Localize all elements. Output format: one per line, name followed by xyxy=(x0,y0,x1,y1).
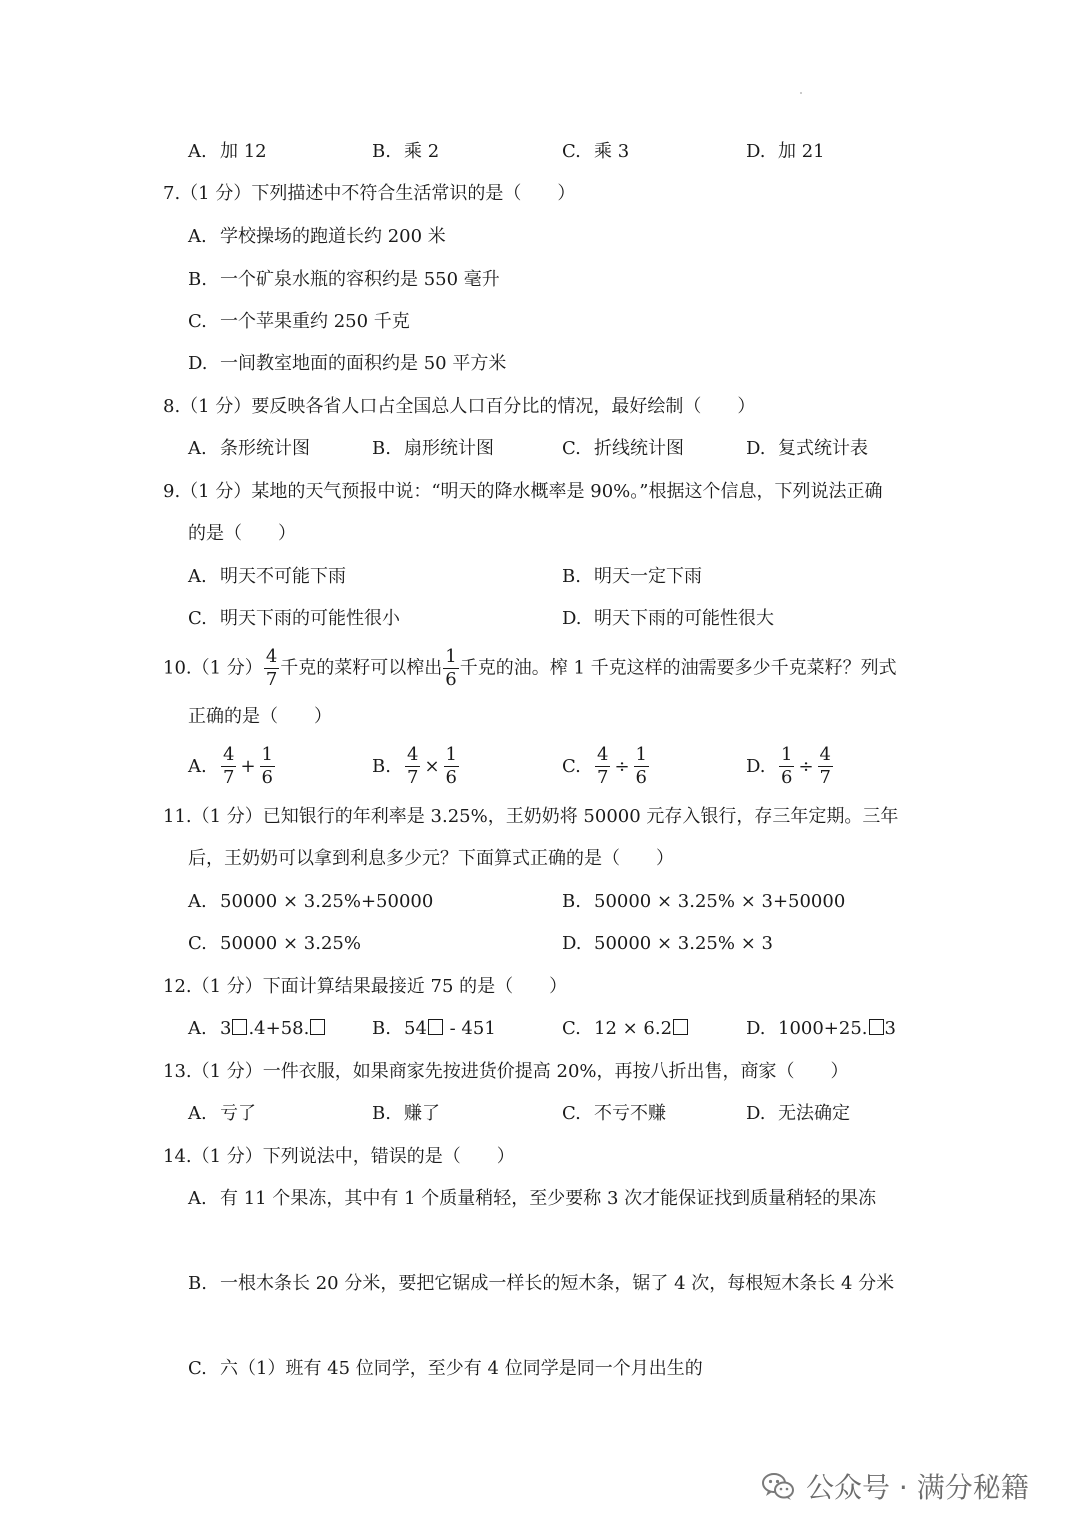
q11-stem-line1: 11.（1 分）已知银行的年利率是 3.25%，王奶奶将 50000 元存入银行，存三年定期。三年 xyxy=(163,806,899,827)
q13-option-c: C. 不亏不赚 xyxy=(562,1103,666,1124)
q12-option-a: A. 3 .4+58. xyxy=(188,1017,326,1041)
blank-box xyxy=(673,1019,688,1035)
q12-option-b: B. 54 - 451 xyxy=(372,1018,496,1039)
q7-option-c: C. 一个苹果重约 250 千克 xyxy=(188,311,410,332)
q8-option-b: B. 扇形统计图 xyxy=(372,438,494,459)
q12-stem: 12.（1 分）下面计算结果最接近 75 的是（ ） xyxy=(163,976,568,997)
q12-option-d: D. 1000+25. 3 xyxy=(746,1018,896,1039)
q6-option-d: D. 加 21 xyxy=(746,141,825,162)
q11-option-b: B. 50000 × 3.25% × 3+50000 xyxy=(562,891,846,912)
watermark xyxy=(760,1466,1029,1506)
q13-stem: 13.（1 分）一件衣服，如果商家先按进货价提高 20%，再按八折出售，商家（ ） xyxy=(163,1061,849,1082)
q7-option-b: B. 一个矿泉水瓶的容积约是 550 毫升 xyxy=(188,269,500,290)
q10-option-b: B. $\frac{4}{7}$ × $\frac{1}{6}$ xyxy=(372,744,457,788)
q14-option-b: B. 一根木条长 20 分米，要把它锯成一样长的短木条，锯了 4 次，每根短木条长 4 分米 xyxy=(188,1273,895,1294)
watermark-text: 公众号 · 满分秘籍 xyxy=(806,1471,1029,1504)
q9-option-a: A. 明天不可能下雨 xyxy=(188,566,346,587)
q10-fraction-2: $\frac{1}{6}$ xyxy=(445,646,457,690)
blank-box xyxy=(232,1019,247,1035)
q13-option-a: A. 亏了 xyxy=(188,1103,256,1124)
q6-option-a: A. 加 12 xyxy=(188,141,267,162)
blank-box xyxy=(428,1019,443,1035)
q10-stem-line2: 正确的是（ ） xyxy=(188,706,332,727)
q10-option-a: A. $\frac{4}{7}$ + $\frac{1}{6}$ xyxy=(188,744,273,788)
q10-option-d: D. $\frac{1}{6}$ ÷ $\frac{4}{7}$ xyxy=(746,744,831,788)
scan-speck xyxy=(800,92,802,94)
q8-option-c: C. 折线统计图 xyxy=(562,438,684,459)
wechat-icon xyxy=(760,1468,796,1504)
q10-stem-line1: 10.（1 分） $\frac{4}{7}$ 千克的菜籽可以榨出 $\frac{1}{6}$ 千克的油。榨 1 千克这样的油需要多少千克菜籽？列式 xyxy=(163,646,897,690)
q7-option-a: A. 学校操场的跑道长约 200 米 xyxy=(188,226,446,247)
blank-box xyxy=(869,1019,884,1035)
q14-option-a: A. 有 11 个果冻，其中有 1 个质量稍轻，至少要称 3 次才能保证找到质量稍轻的果冻 xyxy=(188,1188,877,1209)
q10-option-c: C. $\frac{4}{7}$ ÷ $\frac{1}{6}$ xyxy=(562,744,647,788)
q11-option-a: A. 50000 × 3.25%+50000 xyxy=(188,891,434,912)
q11-option-c: C. 50000 × 3.25% xyxy=(188,933,361,954)
q6-option-c: C. 乘 3 xyxy=(562,141,630,162)
q13-option-b: B. 赚了 xyxy=(372,1103,440,1124)
q8-option-d: D. 复式统计表 xyxy=(746,438,868,459)
q9-stem-line2: 的是（ ） xyxy=(188,523,296,544)
q13-option-d: D. 无法确定 xyxy=(746,1103,850,1124)
q9-option-d: D. 明天下雨的可能性很大 xyxy=(562,608,774,629)
q11-stem-line2: 后，王奶奶可以拿到利息多少元？下面算式正确的是（ ） xyxy=(188,848,674,869)
q9-option-b: B. 明天一定下雨 xyxy=(562,566,702,587)
q8-option-a: A. 条形统计图 xyxy=(188,438,310,459)
q7-stem: 7.（1 分）下列描述中不符合生活常识的是（ ） xyxy=(163,183,576,204)
q11-option-d: D. 50000 × 3.25% × 3 xyxy=(562,933,773,954)
q10-fraction-1: $\frac{4}{7}$ xyxy=(265,646,278,690)
q14-stem: 14.（1 分）下列说法中，错误的是（ ） xyxy=(163,1146,515,1167)
blank-box xyxy=(310,1019,325,1035)
q7-option-d: D. 一间教室地面的面积约是 50 平方米 xyxy=(188,353,507,374)
q8-stem: 8.（1 分）要反映各省人口占全国总人口百分比的情况，最好绘制（ ） xyxy=(163,396,756,417)
q9-option-c: C. 明天下雨的可能性很小 xyxy=(188,608,400,629)
q14-option-c: C. 六（1）班有 45 位同学，至少有 4 位同学是同一个月出生的 xyxy=(188,1358,703,1379)
q12-option-c: C. 12 × 6.2 xyxy=(562,1017,689,1041)
q9-stem-line1: 9.（1 分）某地的天气预报中说：“明天的降水概率是 90%。”根据这个信息，下列说法正确 xyxy=(163,481,883,502)
q6-option-b: B. 乘 2 xyxy=(372,141,440,162)
